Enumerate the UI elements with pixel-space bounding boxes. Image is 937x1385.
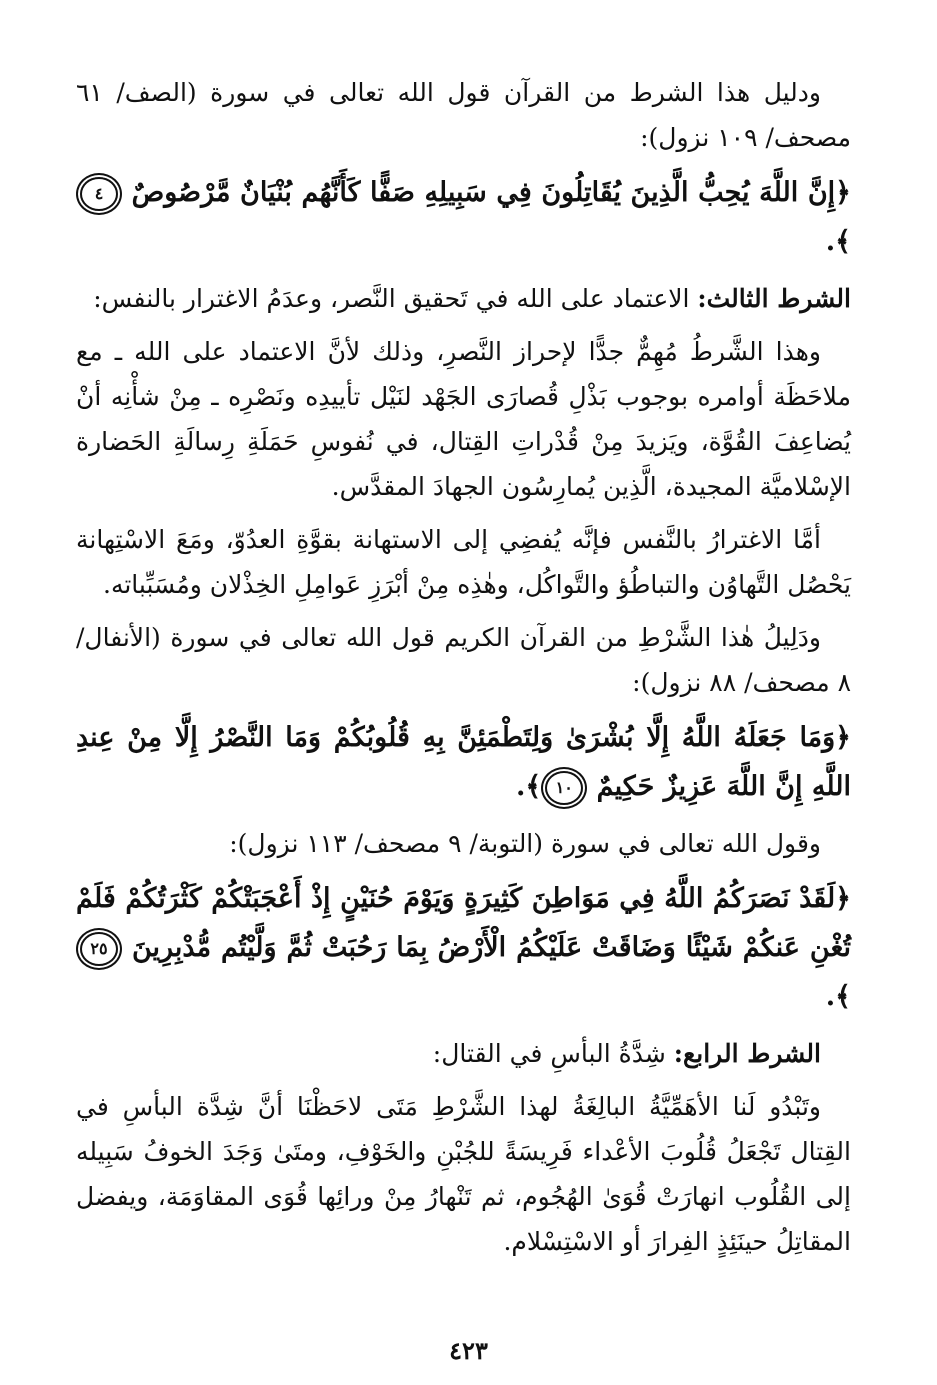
paragraph-evidence-intro-2: ودَلِيلُ هٰذا الشَّرْطِ من القرآن الكريم قول الله تعالى في سورة (الأنفال/ ٨ مصحف/ ٨٨ نزول): bbox=[76, 623, 851, 697]
paragraph-self-conceit: أمَّا الاغترارُ بالنَّفس فإنَّه يُفضِي إلى الاستهانة بقوَّةِ العدُوّ، ومَعَ الاسْتِهانة يَحْصُل التَّهاوُن والتباطُؤ والتَّواكُل، وهٰذِه مِنْ أبْرَزِ عَوامِلِ الخِذْلان ومُسَبِّباته. bbox=[76, 525, 851, 599]
verse-close: ﴾. bbox=[825, 226, 851, 257]
section-third-condition bbox=[76, 276, 851, 321]
ayah-number-icon: ٤ bbox=[80, 177, 118, 211]
verse-text: ﴿وَمَا جَعَلَهُ اللَّهُ إِلَّا بُشْرَىٰ وَلِتَطْمَئِنَّ بِهِ قُلُوبُكُمْ وَمَا النَّصْرُ إِلَّا مِنْ عِندِ اللَّهِ إِنَّ اللَّهَ عَزِيزٌ حَكِيمٌ bbox=[76, 722, 851, 802]
paragraph-reliance-on-god: وهذا الشَّرطُ مُهِمٌّ جدًّا لإحراز النَّصرِ، وذلك لأنَّ الاعتماد على الله ـ مع ملاحَظَة أوامره بوجوب بَذْلِ قُصارَى الجَهْد لنَيْل تأييدِه ونَصْرِه ـ مِنْ شأْنِه أنْ يُضاعِفَ القُوَّة، ويَزيدَ مِنْ قُدْراتِ القِتال، في نُفوسِ حَمَلَةِ رِسالَةِ الحَضارة الإسْلاميَّة المجيدة، الَّذِين يُمارِسُون الجهادَ المقدَّس. bbox=[76, 337, 851, 501]
quran-verse-3 bbox=[76, 874, 851, 1021]
document-page bbox=[76, 70, 851, 1345]
section-heading-text: الاعتماد على الله في تَحقيق النَّصر، وعدَمُ الاغترار بالنفس: bbox=[93, 284, 698, 313]
verse-close: ﴾. bbox=[516, 771, 542, 802]
section-heading-label: الشرط الرابع: bbox=[673, 1039, 821, 1068]
page-number: ٤٢٣ bbox=[449, 1336, 488, 1365]
verse-text: ﴿لَقَدْ نَصَرَكُمُ اللَّهُ فِي مَوَاطِنَ كَثِيرَةٍ وَيَوْمَ حُنَيْنٍ إِذْ أَعْجَبَتْكُمْ كَثْرَتُكُمْ فَلَمْ تُغْنِ عَنكُمْ شَيْئًا وَضَاقَتْ عَلَيْكُمُ الْأَرْضُ بِمَا رَحُبَتْ ثُمَّ وَلَّيْتُم مُّدْبِرِينَ bbox=[76, 883, 851, 963]
section-heading-label: الشرط الثالث: bbox=[697, 284, 851, 313]
paragraph-evidence-intro-3: وقول الله تعالى في سورة (التوبة/ ٩ مصحف/ ١١٣ نزول): bbox=[229, 829, 821, 858]
ayah-number-icon: ١٠ bbox=[545, 771, 583, 805]
paragraph-evidence-intro-1: ودليل هذا الشرط من القرآن قول الله تعالى في سورة (الصف/ ٦١ مصحف/ ١٠٩ نزول): bbox=[76, 78, 851, 152]
verse-close: ﴾. bbox=[825, 981, 851, 1012]
section-heading-text: شِدَّةُ البأسِ في القتال: bbox=[432, 1039, 674, 1068]
ayah-number-icon: ٢٥ bbox=[80, 932, 118, 966]
section-fourth-condition bbox=[76, 1031, 851, 1076]
quran-verse-1 bbox=[76, 168, 851, 266]
paragraph-ferocity-in-battle: وتَبْدُو لَنا الأهَمِّيَّةُ البالِغَةُ لهذا الشَّرْطِ مَتَى لاحَظْنَا أنَّ شِدَّة البأسِ في القِتال تَجْعَلُ قُلُوبَ الأعْداء فَرِيسَةً للجُبْنِ والخَوْفِ، ومتَىٰ وَجَدَ الخوفُ سَبِيله إلى القُلُوب انهارَتْ قُوَىٰ الهُجُوم، ثم تَنْهارُ مِنْ ورائِها قُوَى المقاوَمَة، ويفضل المقاتِلُ حينَئِذٍ الفِرارَ أو الاسْتِسْلام. bbox=[76, 1092, 851, 1256]
quran-verse-2 bbox=[76, 713, 851, 811]
verse-text: ﴿إِنَّ اللَّهَ يُحِبُّ الَّذِينَ يُقَاتِلُونَ فِي سَبِيلِهِ صَفًّا كَأَنَّهُم بُنْيَانٌ مَّرْصُوصٌ bbox=[131, 177, 851, 208]
